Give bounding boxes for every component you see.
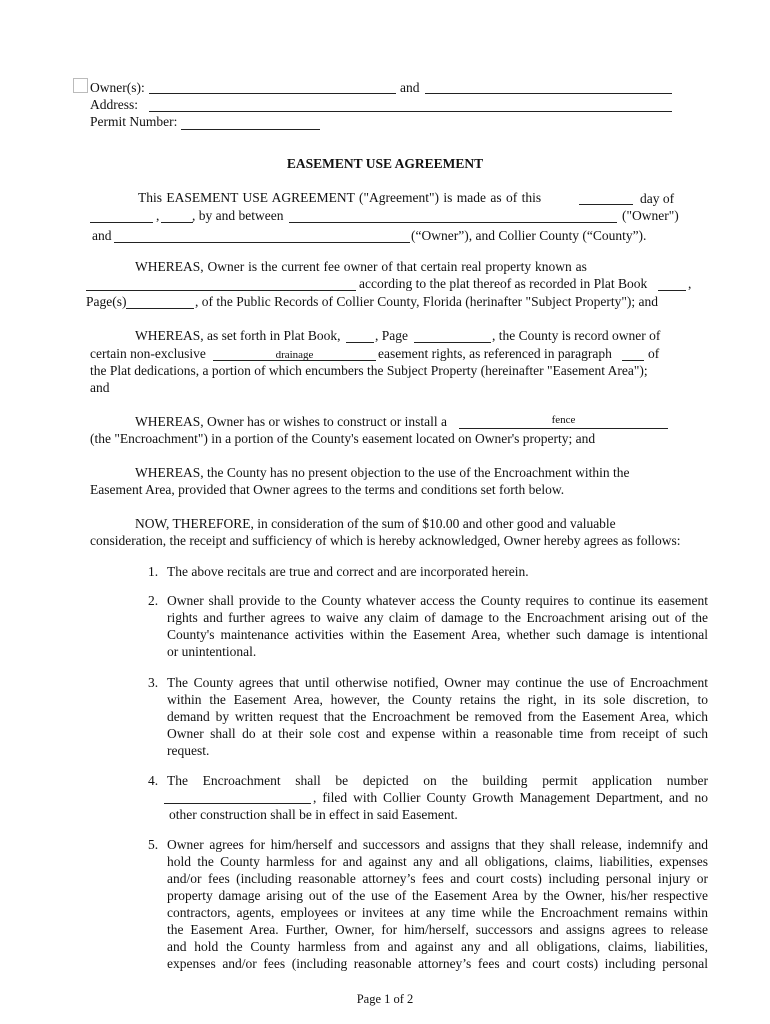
item-line: hold the County harmless for and against any and all obligations, claims, liabilities, expenses bbox=[167, 854, 708, 869]
whereas1-line3: , of the Public Records of Collier County, Florida (herinafter "Subject Property"); and bbox=[195, 294, 659, 309]
whereas2-line4: and bbox=[90, 380, 110, 395]
permit-application-number-field[interactable] bbox=[164, 803, 311, 804]
easement-rights-label: easement rights, as referenced in paragraph bbox=[378, 346, 612, 361]
document-title: EASEMENT USE AGREEMENT bbox=[286, 156, 484, 171]
plat-book-field[interactable] bbox=[658, 290, 686, 291]
now-therefore-line1: NOW, THEREFORE, in consideration of the sum of $10.00 and other good and valuable bbox=[135, 516, 616, 531]
agreement-item-4 bbox=[148, 772, 708, 823]
property-description-field[interactable] bbox=[86, 290, 356, 291]
address-label: Address: bbox=[90, 97, 138, 112]
item-line: Owner shall provide to the County whatever access the County requires to continue its easement bbox=[167, 593, 708, 608]
and-label-2: and bbox=[92, 228, 112, 243]
item-line: Owner shall do at their sole cost and expense within a reasonable time from receipt of such bbox=[167, 726, 708, 741]
item-number: 4. bbox=[148, 773, 159, 788]
of-label: of bbox=[648, 346, 660, 361]
owner-tag-label: ("Owner") bbox=[622, 208, 679, 223]
paragraph-field[interactable] bbox=[622, 360, 644, 361]
item-line: , filed with Collier County Growth Management Department, and no bbox=[313, 790, 708, 805]
owners-label: Owner(s): bbox=[90, 80, 145, 95]
item-line: contractors, agents, employees or invitees at any time while the Encroachment remains within bbox=[167, 905, 708, 920]
page-label: , Page bbox=[375, 328, 408, 343]
agreement-item-2 bbox=[148, 592, 708, 660]
item-line: rights and further agrees to waive any claim of damage to the Encroachment arising out of the bbox=[167, 610, 708, 625]
county-clause: (“Owner”), and Collier County (“County”). bbox=[411, 228, 647, 243]
whereas4-line2: Easement Area, provided that Owner agrees to the terms and conditions set forth below. bbox=[90, 482, 565, 497]
day-field[interactable] bbox=[579, 204, 633, 205]
item-line: property damage arising out of the use of the Easement Area by the Owner, his/her respective bbox=[167, 888, 708, 903]
plat-book-field-2[interactable] bbox=[346, 342, 374, 343]
item-line: County's maintenance activities within the Easement Area, whether such damage is intentional bbox=[167, 627, 708, 642]
agreement-item-3 bbox=[148, 674, 708, 759]
non-exclusive-label: certain non-exclusive bbox=[90, 346, 206, 361]
comma-label: , bbox=[156, 208, 160, 223]
page-number: Page 1 of 2 bbox=[356, 992, 414, 1006]
pages-field[interactable] bbox=[126, 308, 194, 309]
encroachment-type-value: fence bbox=[551, 414, 576, 426]
owner-name-field-2[interactable] bbox=[114, 242, 410, 243]
encroachment-type-field[interactable] bbox=[459, 428, 668, 429]
and-label: and bbox=[400, 80, 420, 95]
item-number: 2. bbox=[148, 593, 159, 608]
item-line: request. bbox=[167, 743, 210, 758]
month-field[interactable] bbox=[90, 222, 153, 223]
item-number: 5. bbox=[148, 837, 159, 852]
whereas1-line2: according to the plat thereof as recorded in Plat Book bbox=[359, 276, 648, 291]
pages-label: Page(s) bbox=[86, 294, 127, 309]
item-line: and hold the County harmless from and against any and all obligations, claims, liabilities, bbox=[167, 939, 708, 954]
owner-name-field[interactable] bbox=[289, 222, 617, 223]
item-number: 1. bbox=[148, 564, 159, 579]
address-field[interactable] bbox=[149, 111, 672, 112]
agreement-item-5 bbox=[148, 836, 708, 972]
item-number: 3. bbox=[148, 675, 159, 690]
permit-number-field[interactable] bbox=[181, 129, 320, 130]
now-therefore-line2: consideration, the receipt and sufficiency of which is hereby acknowledged, Owner hereby agrees as follows: bbox=[90, 533, 681, 548]
item-line: other construction shall be in effect in said Easement. bbox=[169, 807, 458, 822]
item-line: The County agrees that until otherwise notified, Owner may continue the use of Encroachment bbox=[167, 675, 708, 690]
whereas3-line2: (the "Encroachment") in a portion of the County's easement located on Owner's property; and bbox=[90, 431, 596, 446]
item-line: within the Easement Area, however, the County retains the right, in its sole discretion, to bbox=[167, 692, 708, 707]
day-of-label: day of bbox=[640, 191, 675, 206]
item-line: The above recitals are true and correct and are incorporated herein. bbox=[167, 564, 529, 579]
item-line: and/or fees (including reasonable attorney’s fees and court costs) including personal injury or bbox=[167, 871, 708, 886]
item-line: Owner agrees for him/herself and successors and assigns that they shall release, indemnify and bbox=[167, 837, 708, 852]
year-field[interactable] bbox=[161, 222, 193, 223]
whereas4-line1: WHEREAS, the County has no present objection to the use of the Encroachment within the bbox=[135, 465, 630, 480]
item-line: The Encroachment shall be depicted on the building permit application number bbox=[167, 773, 708, 788]
item-line: or unintentional. bbox=[167, 644, 257, 659]
by-and-between-label: , by and between bbox=[192, 208, 284, 223]
whereas2-record-owner: , the County is record owner of bbox=[492, 328, 661, 343]
item-line: expenses and/or fees (including reasonable attorney’s fees and court costs) including personal bbox=[167, 956, 708, 971]
easement-type-value: drainage bbox=[275, 349, 314, 361]
whereas3-line1: WHEREAS, Owner has or wishes to construct or install a bbox=[135, 414, 447, 429]
item-line: demand by written request that the Encroachment be removed from the Easement Area, which bbox=[167, 709, 708, 724]
item-line: the Easement Area. Further, Owner, for him/herself, successors and assigns agrees to release bbox=[167, 922, 708, 937]
owner2-field[interactable] bbox=[425, 93, 672, 94]
page-field[interactable] bbox=[414, 342, 491, 343]
agreement-item-1 bbox=[148, 563, 708, 580]
whereas2-line1: WHEREAS, as set forth in Plat Book, bbox=[135, 328, 341, 343]
whereas2-line3: the Plat dedications, a portion of which encumbers the Subject Property (hereinafter "Easement Area"); bbox=[90, 363, 648, 378]
permit-label: Permit Number: bbox=[90, 114, 178, 129]
whereas1-comma: , bbox=[688, 276, 692, 291]
owner-checkbox[interactable] bbox=[73, 78, 88, 93]
whereas1-line1: WHEREAS, Owner is the current fee owner of that certain real property known as bbox=[135, 259, 587, 274]
owner1-field[interactable] bbox=[149, 93, 396, 94]
intro-line1: This EASEMENT USE AGREEMENT ("Agreement") is made as of this bbox=[138, 190, 542, 205]
